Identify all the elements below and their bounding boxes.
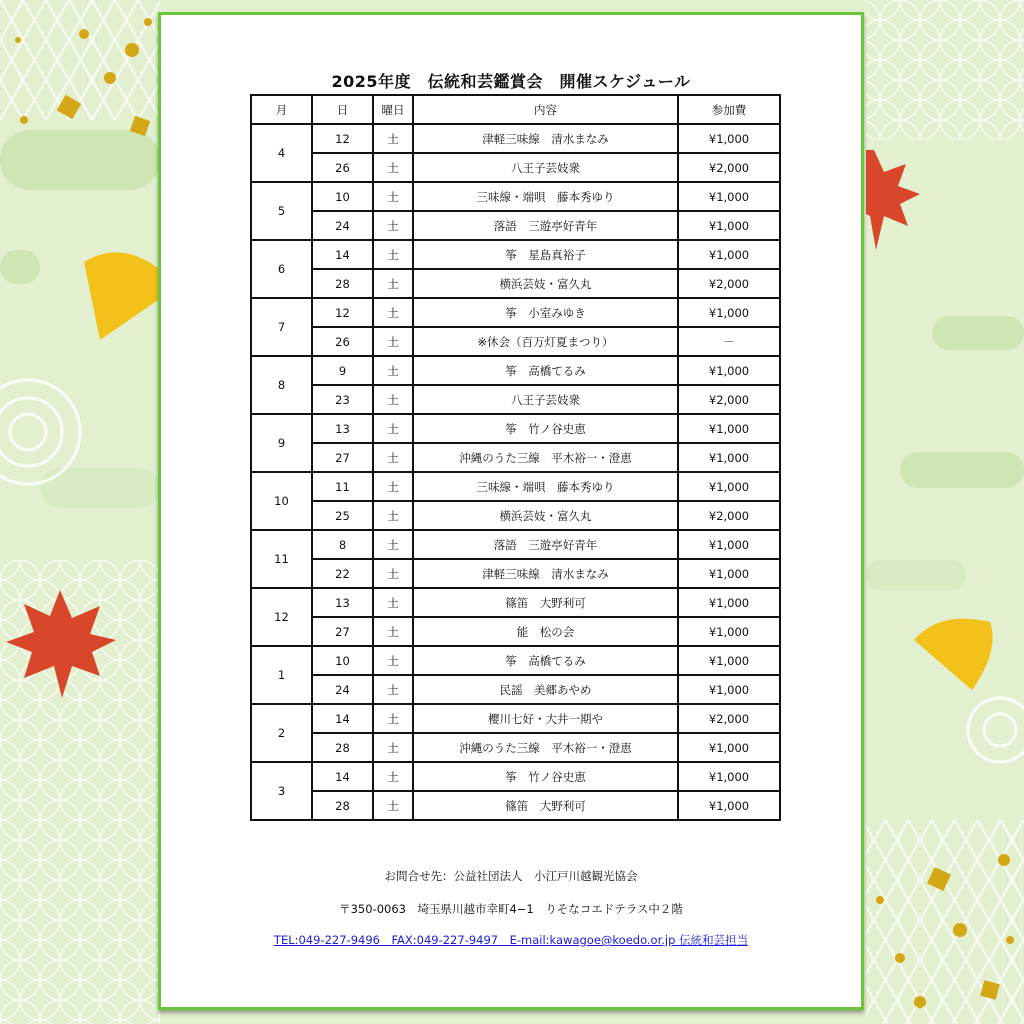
table-row [251, 617, 780, 646]
content-cell: 沖縄のうた三線 平木裕一・澄恵 [413, 443, 678, 472]
fee-cell: ¥2,000 [678, 269, 780, 298]
day-cell: 28 [312, 791, 373, 820]
page-title: 2025年度 伝統和芸鑑賞会 開催スケジュール [331, 72, 691, 91]
column-header-fee: 参加費 [678, 95, 780, 124]
day-cell: 27 [312, 443, 373, 472]
weekday-cell: 土 [373, 211, 413, 240]
weekday-cell: 土 [373, 153, 413, 182]
content-cell: 篠笛 大野利可 [413, 791, 678, 820]
table-row [251, 443, 780, 472]
day-cell: 14 [312, 704, 373, 733]
day-cell: 8 [312, 530, 373, 559]
table-row [251, 501, 780, 530]
table-row [251, 472, 780, 501]
table-row [251, 356, 780, 385]
fee-cell: ¥1,000 [678, 211, 780, 240]
day-cell: 28 [312, 269, 373, 298]
content-cell: 篠笛 大野利可 [413, 588, 678, 617]
day-cell: 13 [312, 588, 373, 617]
table-row [251, 414, 780, 443]
table-row [251, 704, 780, 733]
weekday-cell: 土 [373, 617, 413, 646]
weekday-cell: 土 [373, 182, 413, 211]
fee-cell: ¥1,000 [678, 646, 780, 675]
weekday-cell: 土 [373, 530, 413, 559]
table-row [251, 791, 780, 820]
content-cell: 落語 三遊亭好青年 [413, 530, 678, 559]
weekday-cell: 土 [373, 298, 413, 327]
content-cell: 民謡 美郷あやめ [413, 675, 678, 704]
content-cell: 横浜芸妓・富久丸 [413, 269, 678, 298]
schedule-sheet [158, 12, 864, 1010]
month-cell: 7 [251, 298, 312, 356]
table-row [251, 153, 780, 182]
fee-cell: ¥1,000 [678, 762, 780, 791]
content-cell: 筝 高橋てるみ [413, 646, 678, 675]
month-cell: 10 [251, 472, 312, 530]
day-cell: 9 [312, 356, 373, 385]
fee-cell: ¥1,000 [678, 240, 780, 269]
table-row [251, 269, 780, 298]
table-row [251, 559, 780, 588]
weekday-cell: 土 [373, 327, 413, 356]
day-cell: 22 [312, 559, 373, 588]
fee-cell: ¥1,000 [678, 472, 780, 501]
column-header-day: 日 [312, 95, 373, 124]
content-cell: 津軽三味線 清水まなみ [413, 559, 678, 588]
schedule-body [251, 124, 780, 820]
weekday-cell: 土 [373, 501, 413, 530]
weekday-cell: 土 [373, 269, 413, 298]
content-cell: 津軽三味線 清水まなみ [413, 124, 678, 153]
table-row [251, 762, 780, 791]
day-cell: 14 [312, 762, 373, 791]
weekday-cell: 土 [373, 675, 413, 704]
day-cell: 24 [312, 211, 373, 240]
fee-cell: ¥1,000 [678, 443, 780, 472]
month-cell: 1 [251, 646, 312, 704]
weekday-cell: 土 [373, 385, 413, 414]
content-cell: ※休会（百万灯夏まつり） [413, 327, 678, 356]
fee-cell: ¥1,000 [678, 124, 780, 153]
content-cell: 横浜芸妓・富久丸 [413, 501, 678, 530]
content-cell: 三味線・端唄 藤本秀ゆり [413, 472, 678, 501]
fee-cell: ¥1,000 [678, 791, 780, 820]
weekday-cell: 土 [373, 124, 413, 153]
content-cell: 筝 小室みゆき [413, 298, 678, 327]
table-row [251, 733, 780, 762]
table-row [251, 588, 780, 617]
weekday-cell: 土 [373, 472, 413, 501]
content-cell: 八王子芸妓衆 [413, 153, 678, 182]
content-cell: 八王子芸妓衆 [413, 385, 678, 414]
weekday-cell: 土 [373, 443, 413, 472]
fee-cell: ¥2,000 [678, 704, 780, 733]
month-cell: 5 [251, 182, 312, 240]
table-row [251, 124, 780, 153]
day-cell: 27 [312, 617, 373, 646]
table-row [251, 240, 780, 269]
month-cell: 9 [251, 414, 312, 472]
day-cell: 28 [312, 733, 373, 762]
weekday-cell: 土 [373, 733, 413, 762]
content-cell: 筝 竹ノ谷史恵 [413, 414, 678, 443]
day-cell: 26 [312, 327, 373, 356]
content-cell: 筝 星島真裕子 [413, 240, 678, 269]
fee-cell: － [678, 327, 780, 356]
fee-cell: ¥1,000 [678, 559, 780, 588]
table-row [251, 298, 780, 327]
content-cell: 落語 三遊亭好青年 [413, 211, 678, 240]
day-cell: 12 [312, 124, 373, 153]
contact-text: お問合せ先：公益社団法人 小江戸川越観光協会 [384, 869, 638, 883]
content-cell: 沖縄のうた三線 平木裕一・澄恵 [413, 733, 678, 762]
table-row [251, 530, 780, 559]
weekday-cell: 土 [373, 240, 413, 269]
content-cell: 能 松の会 [413, 617, 678, 646]
fee-cell: ¥1,000 [678, 356, 780, 385]
column-header-content: 内容 [413, 95, 678, 124]
day-cell: 24 [312, 675, 373, 704]
table-header-row [251, 95, 780, 124]
fee-cell: ¥1,000 [678, 617, 780, 646]
table-row [251, 675, 780, 704]
weekday-cell: 土 [373, 356, 413, 385]
content-cell: 三味線・端唄 藤本秀ゆり [413, 182, 678, 211]
day-cell: 25 [312, 501, 373, 530]
table-row [251, 182, 780, 211]
schedule-table [250, 94, 781, 821]
weekday-cell: 土 [373, 791, 413, 820]
column-header-month: 月 [251, 95, 312, 124]
table-row [251, 646, 780, 675]
month-cell: 3 [251, 762, 312, 820]
day-cell: 26 [312, 153, 373, 182]
content-cell: 筝 竹ノ谷史恵 [413, 762, 678, 791]
fee-cell: ¥1,000 [678, 733, 780, 762]
month-cell: 12 [251, 588, 312, 646]
content-cell: 櫻川七好・大井一期や [413, 704, 678, 733]
fee-cell: ¥1,000 [678, 530, 780, 559]
day-cell: 11 [312, 472, 373, 501]
fee-cell: ¥1,000 [678, 298, 780, 327]
table-row [251, 385, 780, 414]
fee-cell: ¥1,000 [678, 588, 780, 617]
content-cell: 筝 高橋てるみ [413, 356, 678, 385]
day-cell: 14 [312, 240, 373, 269]
month-cell: 6 [251, 240, 312, 298]
month-cell: 8 [251, 356, 312, 414]
month-cell: 11 [251, 530, 312, 588]
table-row [251, 327, 780, 356]
fee-cell: ¥1,000 [678, 414, 780, 443]
address-text: 〒350-0063 埼玉県川越市幸町4−1 りそなコエドテラス中２階 [339, 902, 683, 916]
fee-cell: ¥2,000 [678, 153, 780, 182]
month-cell: 4 [251, 124, 312, 182]
day-cell: 23 [312, 385, 373, 414]
fee-cell: ¥1,000 [678, 675, 780, 704]
month-cell: 2 [251, 704, 312, 762]
day-cell: 10 [312, 646, 373, 675]
weekday-cell: 土 [373, 762, 413, 791]
column-header-weekday: 曜日 [373, 95, 413, 124]
day-cell: 12 [312, 298, 373, 327]
day-cell: 13 [312, 414, 373, 443]
contact-link[interactable]: TEL:049-227-9496 FAX:049-227-9497 E-mail:kawagoe@koedo.or.jp 伝統和芸担当 [273, 933, 749, 947]
weekday-cell: 土 [373, 704, 413, 733]
weekday-cell: 土 [373, 414, 413, 443]
table-row [251, 211, 780, 240]
day-cell: 10 [312, 182, 373, 211]
weekday-cell: 土 [373, 559, 413, 588]
fee-cell: ¥2,000 [678, 385, 780, 414]
weekday-cell: 土 [373, 646, 413, 675]
fee-cell: ¥2,000 [678, 501, 780, 530]
weekday-cell: 土 [373, 588, 413, 617]
fee-cell: ¥1,000 [678, 182, 780, 211]
